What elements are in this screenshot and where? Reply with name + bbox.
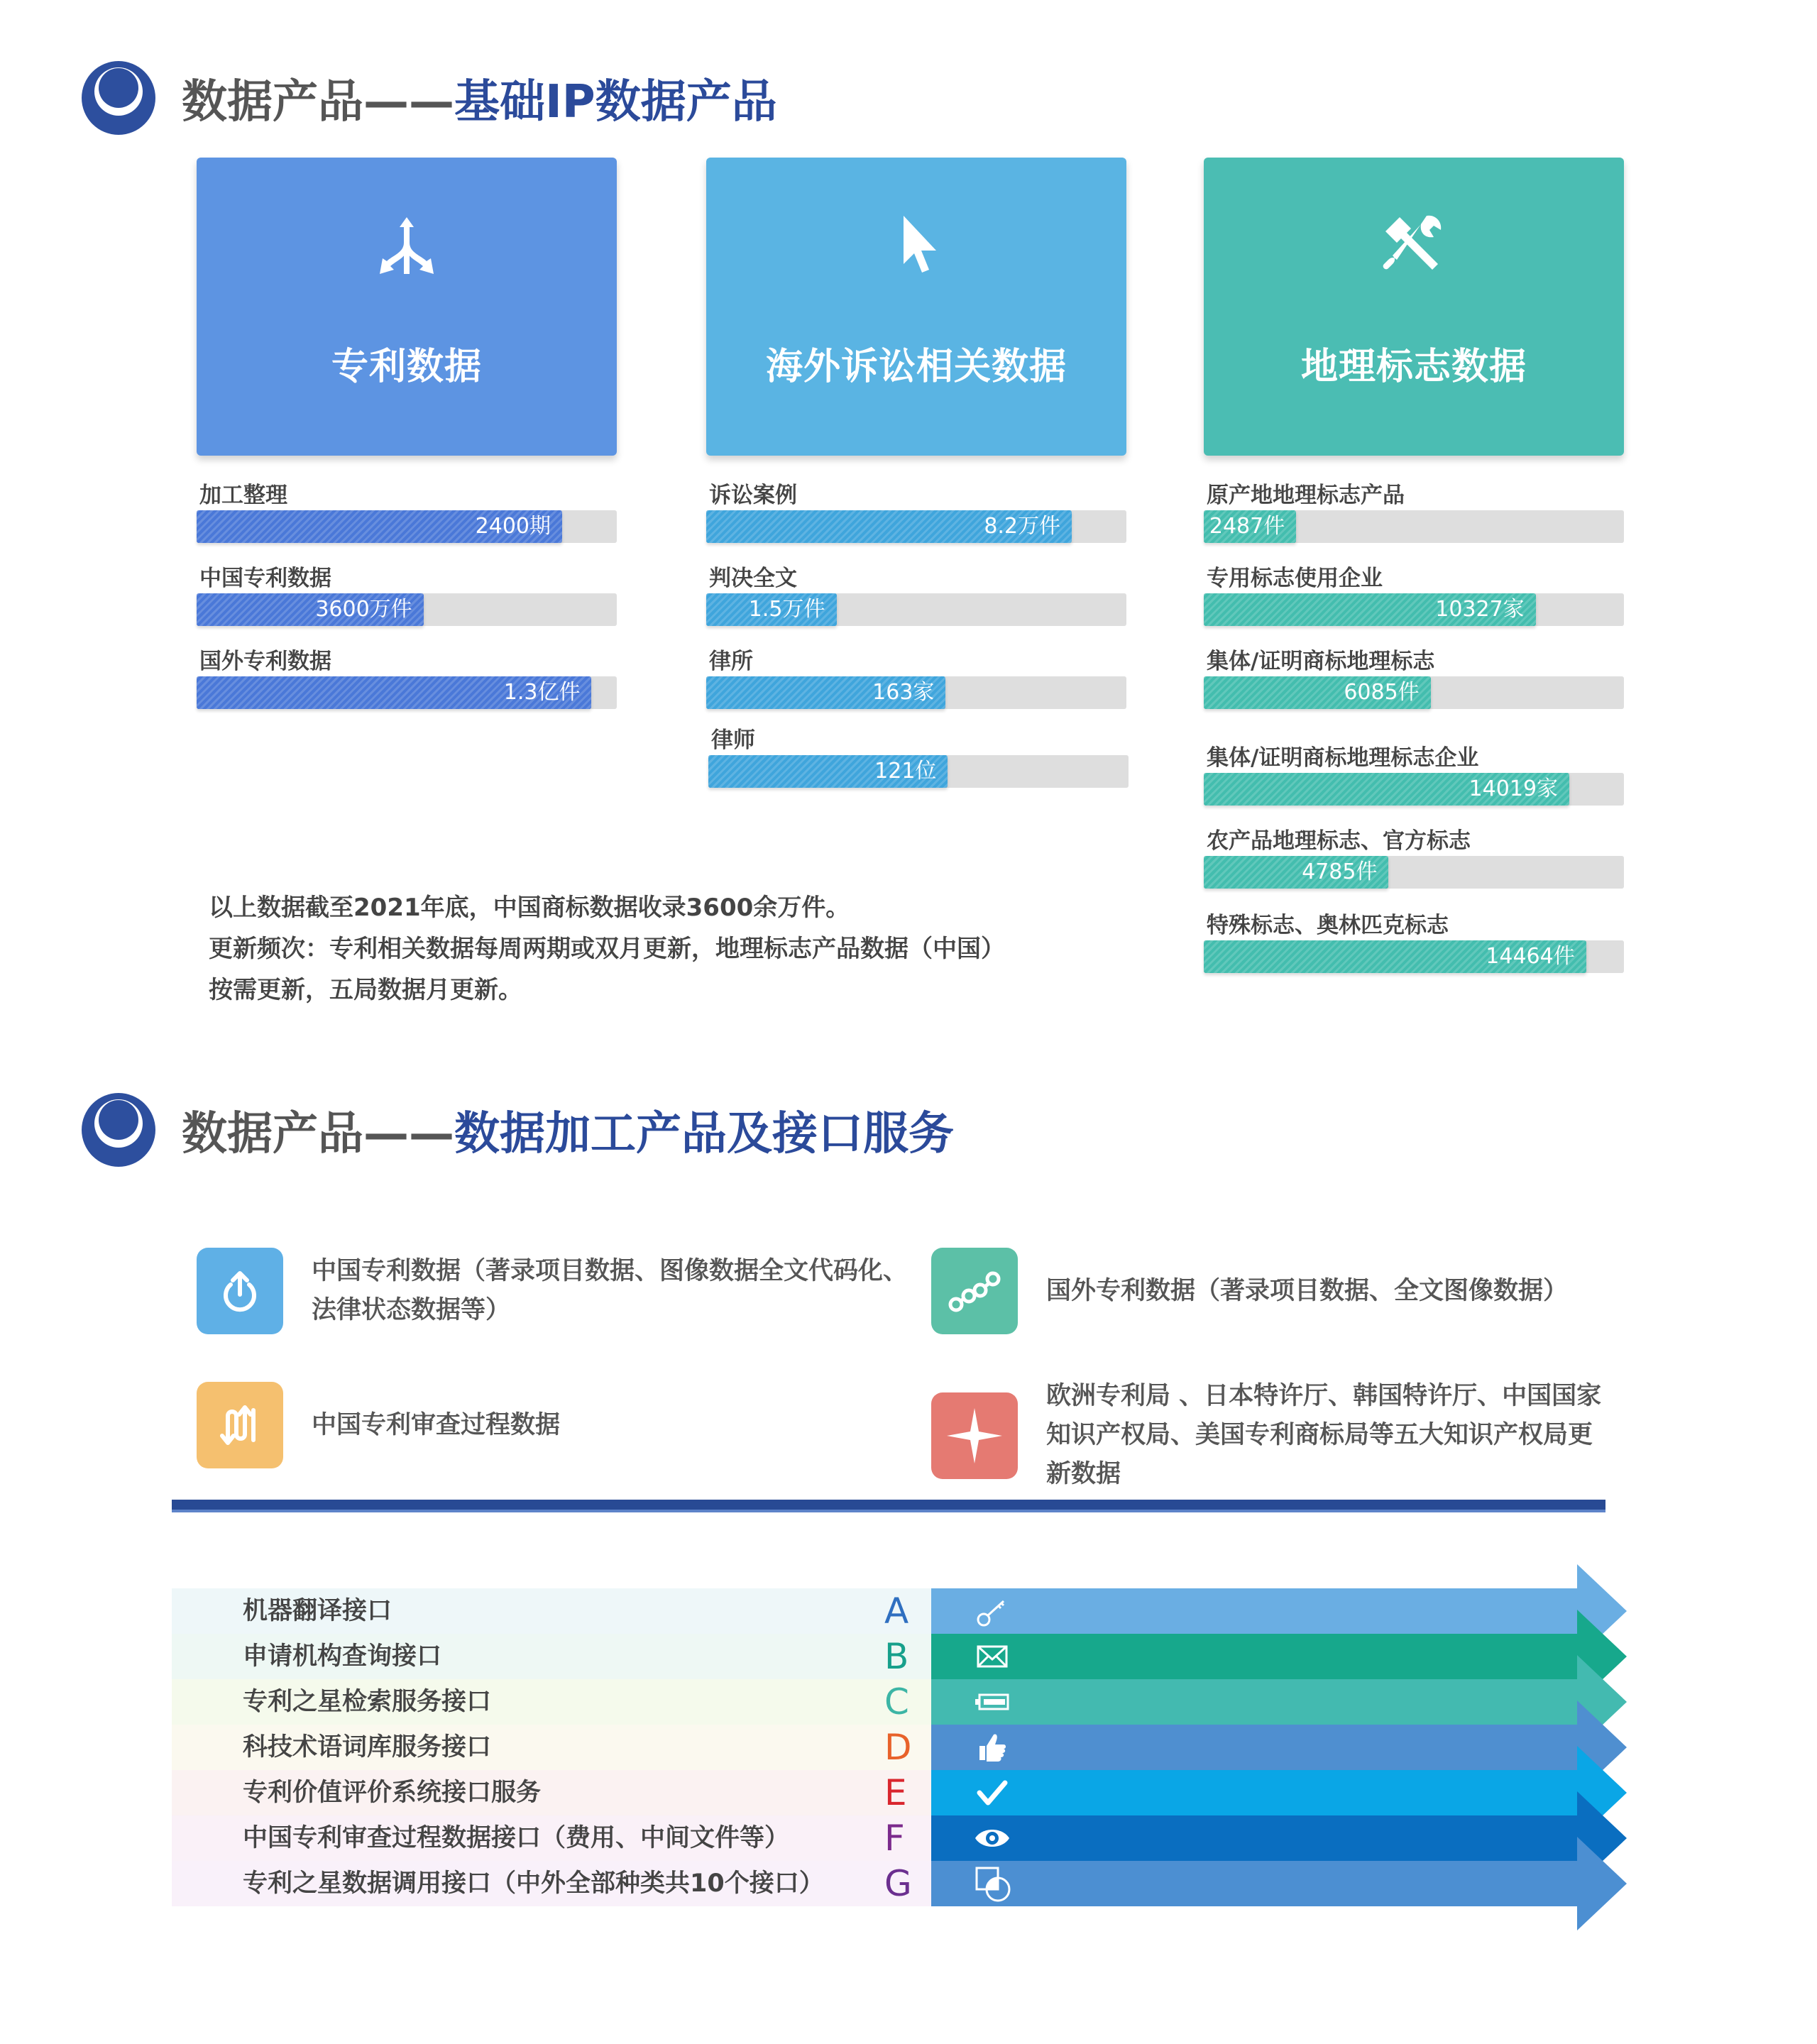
metric-value: 10327家: [1435, 597, 1525, 622]
api-name: 专利之星数据调用接口（中外全部种类共10个接口）: [243, 1869, 824, 1898]
litigation-metric: [708, 725, 1129, 788]
api-bar: [931, 1861, 1577, 1906]
metric-label: 判决全文: [709, 566, 797, 591]
metric-bar: [1204, 773, 1569, 806]
upload-power-icon: [215, 1266, 265, 1316]
api-name: 申请机构查询接口: [243, 1642, 442, 1671]
metric-track: [1204, 676, 1624, 709]
metric-value: 6085件: [1344, 680, 1420, 705]
metric-track: [197, 510, 617, 543]
metric-label: 律师: [711, 727, 755, 753]
check-icon: [972, 1773, 1012, 1813]
section2-title-main: 数据加工产品及接口服务: [454, 1108, 954, 1160]
metric-bar: [706, 593, 837, 626]
metric-value: 1.3亿件: [503, 680, 581, 705]
api-arrowhead: [1577, 1837, 1627, 1930]
metric-label: 诉讼案例: [709, 483, 797, 508]
service-text: 欧洲专利局 、日本特许厅、韩国特许厅、中国国家知识产权局、美国专利商标局等五大知识产权局更新数据: [1046, 1382, 1602, 1488]
metric-value: 3600万件: [315, 597, 412, 622]
service-item: [931, 1248, 1634, 1334]
section2-title: [79, 1087, 954, 1172]
litigation-metric: [706, 647, 1126, 709]
api-name: 专利之星检索服务接口: [243, 1688, 492, 1716]
metric-bar: [708, 755, 948, 788]
metric-label: 特殊标志、奥林匹克标志: [1207, 913, 1449, 938]
metric-bar: [706, 676, 945, 709]
metric-track: [1204, 940, 1624, 973]
metric-bar: [706, 510, 1072, 543]
metric-bar: [197, 593, 424, 626]
api-bar: [931, 1634, 1577, 1679]
data-note: [209, 887, 1174, 1011]
merge-arrows-icon: [371, 209, 442, 280]
geo-metric: [1204, 826, 1624, 889]
api-letter: D: [884, 1727, 912, 1768]
service-text: 中国专利数据（著录项目数据、图像数据全文代码化、法律状态数据等）: [312, 1257, 908, 1324]
metric-label: 集体/证明商标地理标志: [1207, 649, 1435, 674]
swap-arrows-icon: [215, 1400, 265, 1450]
note-line: 以上数据截至2021年底，中国商标数据收录3600余万件。: [209, 894, 850, 922]
battery-icon: [972, 1682, 1012, 1722]
metric-bar: [1204, 593, 1536, 626]
metric-label: 农产品地理标志、官方标志: [1207, 828, 1471, 854]
metric-track: [197, 676, 617, 709]
service-item: [197, 1248, 913, 1334]
service-icon-box: [931, 1392, 1018, 1479]
api-row[interactable]: [172, 1588, 1634, 1634]
brand-logo-icon: [79, 59, 158, 137]
metric-label: 中国专利数据: [199, 566, 331, 591]
patent-metric: [197, 564, 617, 626]
metric-value: 2400期: [475, 514, 551, 539]
metric-track: [708, 755, 1129, 788]
card-patent-data[interactable]: [197, 158, 617, 456]
metric-bar: [1204, 940, 1586, 973]
api-row[interactable]: [172, 1861, 1634, 1906]
chain-nodes-icon: [946, 1266, 1003, 1316]
metric-track: [1204, 773, 1624, 806]
geo-metric: [1204, 480, 1624, 543]
api-name: 科技术语词库服务接口: [243, 1733, 492, 1762]
envelope-icon: [972, 1637, 1012, 1676]
metric-value: 163家: [872, 680, 935, 705]
metric-track: [706, 593, 1126, 626]
api-bar: [931, 1770, 1577, 1815]
api-row[interactable]: [172, 1679, 1634, 1725]
brand-logo-icon: [79, 1091, 158, 1169]
service-icon-box: [197, 1248, 283, 1334]
metric-bar: [1204, 510, 1296, 543]
metric-label: 专用标志使用企业: [1207, 566, 1383, 591]
geo-metric: [1204, 911, 1624, 973]
api-letter: B: [884, 1636, 909, 1677]
eye-icon: [972, 1818, 1012, 1858]
api-bar: [931, 1725, 1577, 1770]
metric-label: 加工整理: [199, 483, 287, 508]
metric-bar: [1204, 676, 1431, 709]
geo-metric: [1204, 647, 1624, 709]
metric-value: 1.5万件: [748, 597, 825, 622]
metric-label: 国外专利数据: [199, 649, 331, 674]
api-row[interactable]: [172, 1815, 1634, 1861]
section1-title: [79, 55, 777, 141]
card-patent-label: 专利数据: [331, 346, 482, 388]
card-litigation-data[interactable]: [706, 158, 1126, 456]
metric-value: 4785件: [1302, 859, 1378, 884]
section-divider: [172, 1500, 1605, 1512]
service-icon-box: [197, 1382, 283, 1468]
metric-bar: [197, 676, 591, 709]
key-icon: [972, 1591, 1012, 1631]
metric-track: [197, 593, 617, 626]
cursor-arrow-icon: [881, 209, 952, 280]
note-line: 按需更新，五局数据月更新。: [209, 976, 522, 1004]
metric-track: [1204, 856, 1624, 889]
litigation-metric: [706, 480, 1126, 543]
section1-title-main: 基础IP数据产品: [454, 76, 777, 128]
note-line: 更新频次：专利相关数据每周两期或双月更新，地理标志产品数据（中国）: [209, 935, 1005, 963]
api-letter: F: [884, 1818, 905, 1859]
api-name: 机器翻译接口: [243, 1597, 393, 1625]
api-name: 中国专利审查过程数据接口（费用、中间文件等）: [243, 1824, 790, 1852]
api-letter: E: [884, 1772, 907, 1813]
litigation-metric: [706, 564, 1126, 626]
service-item: [197, 1382, 913, 1468]
patent-metric: [197, 647, 617, 709]
metric-value: 14019家: [1469, 776, 1559, 801]
patent-metric: [197, 480, 617, 543]
geo-metric: [1204, 743, 1624, 806]
metric-value: 8.2万件: [984, 514, 1061, 539]
metric-label: 集体/证明商标地理标志企业: [1207, 745, 1479, 771]
geo-metric: [1204, 564, 1624, 626]
compass-star-icon: [943, 1404, 1006, 1468]
card-geo-label: 地理标志数据: [1300, 346, 1527, 388]
metric-track: [1204, 593, 1624, 626]
metric-bar: [197, 510, 562, 543]
metric-label: 原产地地理标志产品: [1207, 483, 1405, 508]
api-letter: A: [884, 1590, 909, 1632]
service-text: 中国专利审查过程数据: [312, 1410, 561, 1439]
tools-icon: [1378, 209, 1449, 280]
card-geo-data[interactable]: [1204, 158, 1624, 456]
metric-label: 律所: [709, 649, 753, 674]
metric-track: [1204, 510, 1624, 543]
section2-title-prefix: 数据产品——: [182, 1108, 454, 1160]
section1-title-prefix: 数据产品——: [182, 76, 454, 128]
api-letter: G: [884, 1863, 912, 1904]
metric-track: [706, 676, 1126, 709]
api-bar: [931, 1815, 1577, 1861]
shapes-icon: [972, 1864, 1012, 1903]
service-item: [931, 1377, 1613, 1494]
api-bar: [931, 1679, 1577, 1725]
metric-value: 14464件: [1486, 944, 1575, 969]
api-bar: [931, 1588, 1577, 1634]
thumbs-up-icon: [972, 1727, 1012, 1767]
card-litigation-label: 海外诉讼相关数据: [765, 346, 1067, 388]
metric-value: 121位: [874, 759, 937, 784]
api-name: 专利价值评价系统接口服务: [243, 1779, 542, 1807]
api-row[interactable]: [172, 1634, 1634, 1679]
service-icon-box: [931, 1248, 1018, 1334]
metric-track: [706, 510, 1126, 543]
api-letter: C: [884, 1681, 909, 1722]
api-row[interactable]: [172, 1770, 1634, 1815]
metric-bar: [1204, 856, 1388, 889]
service-text: 国外专利数据（著录项目数据、全文图像数据）: [1046, 1276, 1569, 1305]
api-row[interactable]: [172, 1725, 1634, 1770]
metric-value: 2487件: [1209, 514, 1285, 539]
